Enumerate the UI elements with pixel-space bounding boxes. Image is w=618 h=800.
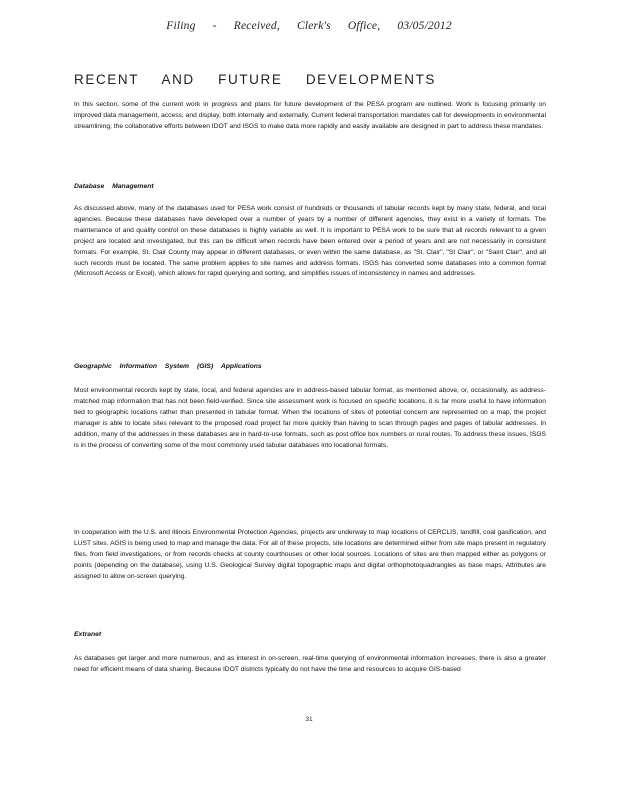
page-number: 31	[305, 716, 313, 723]
filing-stamp-header: Filing - Received, Clerk's Office, 03/05/2012	[166, 20, 452, 32]
section-title: RECENT AND FUTURE DEVELOPMENTS	[74, 72, 437, 87]
database-management-paragraph: As discussed above, many of the databases used for PESA work consist of hundreds or thousands of tabular records kept by many state, federal, and local agencies. Because these databases have developed over a number of years by a number of different agencies, they exist in a variety of formats. The maintenance of and quality control on these databases is highly variable as well. It is important to PESA work to be sure that all records relevant to a given project are located and investigated, but this can be difficult when records have been entered over a period of years and are not necessarily in consistent formats. For example, St. Clair County may appear in different databases, or even within the same database, as "St. Clair", "St Clair", or "Saint Clair", and all such records must be located. The same problem applies to site names and address formats. ISGS has converted some databases into a common format (Microsoft Access or Excel), which allows for rapid querying and sorting, and simplifies issues of inconsistency in names and addresses.	[74, 205, 546, 278]
gis-paragraph-2: In cooperation with the U.S. and Illinois Environmental Protection Agencies, projects are underway to map locations of CERCLIS, landfill, coal gasification, and LUST sites. AGIS is being used to map and manage the data. For all of these projects, site locations are determined either from site maps present in regulatory files, from field investigations, or from records checks at county courthouses or other local sources. Locations of sites are then mapped either as polygons or points (depending on the database), using U.S. Geological Survey digital topographic maps and digital orthophotoquadrangles as base maps. Attributes are assigned to allow on-screen querying.	[74, 529, 546, 580]
extranet-paragraph: As databases get larger and more numerous, and as interest in on-screen, real-time querying of environmental information increases, there is also a greater need for efficient means of data sharing. Because IDOT districts typically do not have the time and resources to acquire GIS-based	[74, 655, 546, 673]
heading-extranet: Extranet	[74, 631, 102, 638]
heading-database-management: Database Management	[74, 183, 154, 190]
intro-paragraph: In this section, some of the current work in progress and plans for future development of the PESA program are outlined. Work is focusing primarily on improved data management, access, and display, both internally and externally. Current federal transportation mandates call for developments in environmental streamlining; the collaborative efforts between IDOT and ISGS to make data more rapidly and easily available are designed in part to address these mandates.	[74, 101, 546, 130]
heading-gis-applications: Geographic Information System (GIS) Applications	[74, 363, 262, 370]
gis-paragraph-1: Most environmental records kept by state, local, and federal agencies are in address-based tabular format, as mentioned above, or, occasionally, as address-matched map information that has not been field-verified. Since site assessment work is focused on specific locations, it is far more useful to have information tied to geographic locations rather than presented in tabular format. When the locations of sites of potential concern are represented on a map, the project manager is able to locate sites relevant to the proposed road project far more quickly than having to scan through pages and pages of tabular addresses. In addition, many of the addresses in these databases are in hard-to-use formats, such as post office box numbers or rural routes. To address these issues, ISGS is in the process of converting some of the most commonly used tabular databases into locational formats.	[74, 387, 546, 449]
